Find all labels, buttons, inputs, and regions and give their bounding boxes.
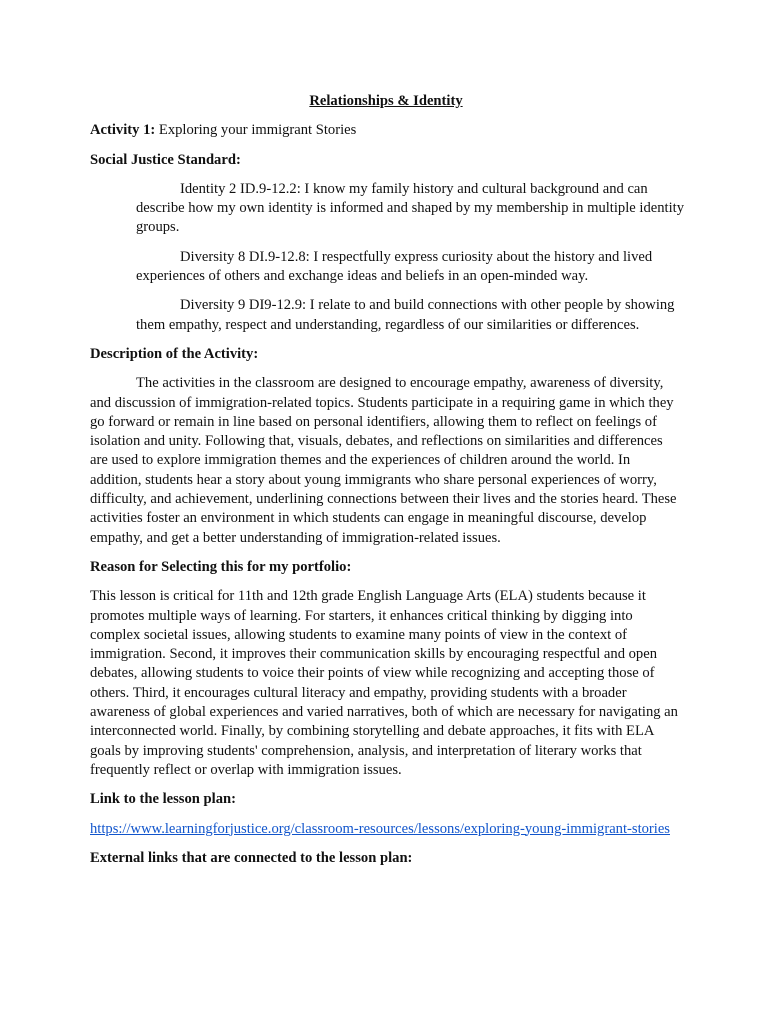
standard-diversity-9: Diversity 9 DI9-12.9: I relate to and build connections with other people by showing them empathy, respect and understanding, regardless of our similarities or differences. xyxy=(136,297,675,333)
description-heading: Description of the Activity: xyxy=(90,345,259,362)
reason-text: This lesson is critical for 11th and 12th grade English Language Arts (ELA) students because it promotes multiple ways of learning. For starters, it enhances critical thinking by digging into complex societal issues, allowing students to examine many points of view in the context of immigration. Second, it improves their communication skills by encouraging respectful and open debates, allowing students to voice their points of view while recognizing and accepting those of others. Third, it encourages cultural literacy and empathy, providing students with a broader awareness of global experiences and varied narratives, both of which are necessary for navigating an interconnected world. Finally, by combining storytelling and debate approaches, it fits with ELA goals by improving students' comprehension, analysis, and interpretation of literary works that frequently reflect or overlap with immigration issues. xyxy=(90,588,678,778)
reason-heading: Reason for Selecting this for my portfolio: xyxy=(90,558,352,575)
description-text: The activities in the classroom are designed to encourage empathy, awareness of diversity, and discussion of immigration-related topics. Students participate in a requiring game in which they go forward or remain in line based on personal identifiers, allowing them to reflect on feelings of isolation and unity. Following that, visuals, debates, and reflections on similarities and differences are used to explore immigration themes and the experiences of children around the world. In addition, students hear a story about young immigrants who share personal experiences of worry, difficulty, and achievement, underlining connections between their lives and the stories heard. These activities foster an environment in which students can engage in meaningful discourse, develop empathy, and get a better understanding of immigration-related issues. xyxy=(90,375,677,546)
lesson-plan-link-paragraph xyxy=(90,820,682,839)
external-links-heading: External links that are connected to the lesson plan: xyxy=(90,849,413,866)
standard-identity-2: Identity 2 ID.9-12.2: I know my family history and cultural background and can describe how my own identity is informed and shaped by my membership in multiple identity groups. xyxy=(136,180,684,236)
standard-heading: Social Justice Standard: xyxy=(90,151,241,168)
activity-line xyxy=(90,121,682,140)
activity-label: Activity 1: xyxy=(90,122,156,139)
lesson-plan-link[interactable]: https://www.learningforjustice.org/classroom-resources/lessons/exploring-young-immigrant-stories xyxy=(90,820,670,837)
document-page xyxy=(90,92,682,878)
page-title: Relationships & Identity xyxy=(309,93,463,109)
link-heading: Link to the lesson plan: xyxy=(90,791,236,808)
standard-diversity-8: Diversity 8 DI.9-12.8: I respectfully express curiosity about the history and lived experiences of others and exchange ideas and beliefs in an open-minded way. xyxy=(136,248,653,285)
activity-text: Exploring your immigrant Stories xyxy=(155,122,357,139)
